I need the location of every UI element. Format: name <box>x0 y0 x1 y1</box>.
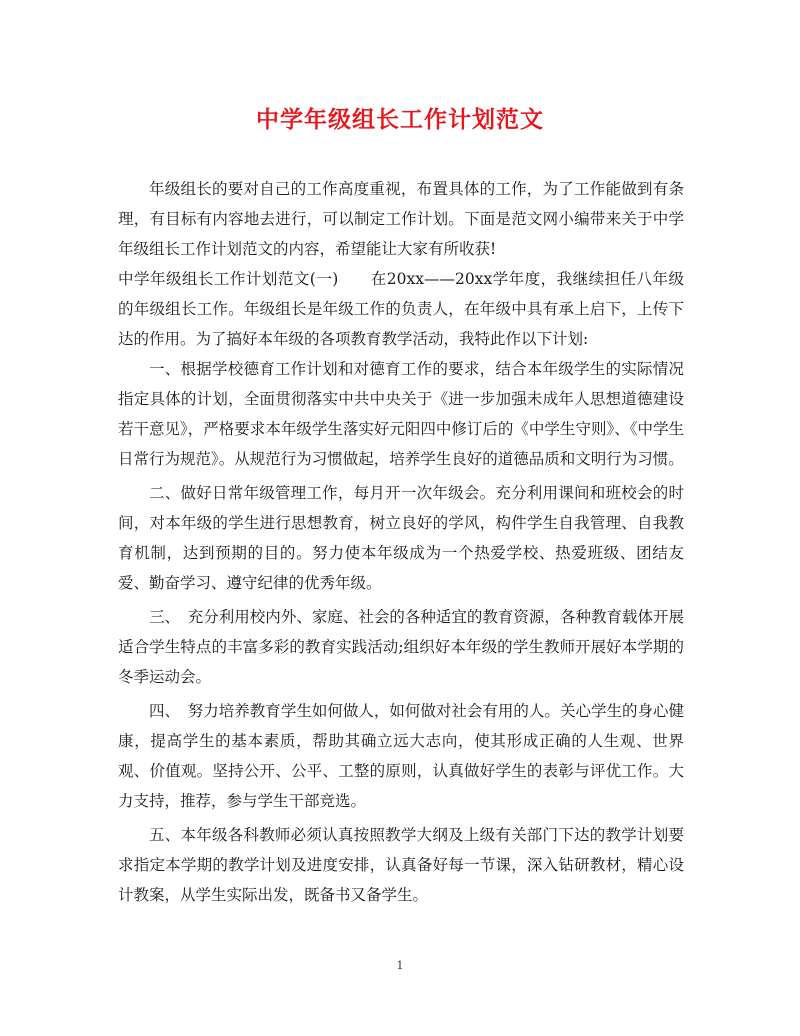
document-body <box>118 174 684 910</box>
plan-item-3: 三、 充分利用校内外、家庭、社会的各种适宜的教育资源，各种教育载体开展适合学生特点的丰富多彩的教育实践活动;组织好本年级的学生教师开展好本学期的冬季运动会。 <box>118 608 684 686</box>
intro-paragraph: 年级组长的要对自己的工作高度重视，布置具体的工作，为了工作能做到有条理，有目标有内容地去进行，可以制定工作计划。下面是范文网小编带来关于中学年级组长工作计划范文的内容，希望能让大家有所收获! <box>118 180 684 258</box>
page-number: 1 <box>396 959 404 972</box>
document-title: 中学年级组长工作计划范文 <box>256 106 544 133</box>
plan-item-1: 一、根据学校德育工作计划和对德育工作的要求，结合本年级学生的实际情况指定具体的计划，全面贯彻落实中共中央关于《进一步加强未成年人思想道德建设若干意见》，严格要求本年级学生落实好元阳四中修订后的《中学生守则》、《中学生日常行为规范》。从规范行为习惯做起，培养学生良好的道德品质和文明行为习惯。 <box>118 360 684 468</box>
plan-item-2: 二、做好日常年级管理工作，每月开一次年级会。充分利用课间和班校会的时间，对本年级的学生进行思想教育，树立良好的学风，构件学生自我管理、自我教育机制，达到预期的目的。努力使本年级成为一个热爱学校、热爱班级、团结友爱、勤奋学习、遵守纪律的优秀年级。 <box>118 484 684 592</box>
plan-intro-paragraph: 中学年级组长工作计划范文(一) 在20xx——20xx学年度，我继续担任八年级的年级组长工作。年级组长是年级工作的负责人，在年级中具有承上启下，上传下达的作用。为了搞好本年级的各项教育教学活动，我特此作以下计划: <box>118 270 684 348</box>
plan-item-5: 五、本年级各科教师必须认真按照教学大纲及上级有关部门下达的教学计划要求指定本学期的教学计划及进度安排，认真备好每一节课，深入钻研教材，精心设计教案，从学生实际出发，既备书又备学生。 <box>118 826 684 904</box>
plan-item-4: 四、 努力培养教育学生如何做人，如何做对社会有用的人。关心学生的身心健康，提高学生的基本素质，帮助其确立远大志向，使其形成正确的人生观、世界观、价值观。坚持公开、公平、工整的原则，认真做好学生的表彰与评优工作。大力支持，推荐，参与学生干部竞选。 <box>118 702 684 810</box>
